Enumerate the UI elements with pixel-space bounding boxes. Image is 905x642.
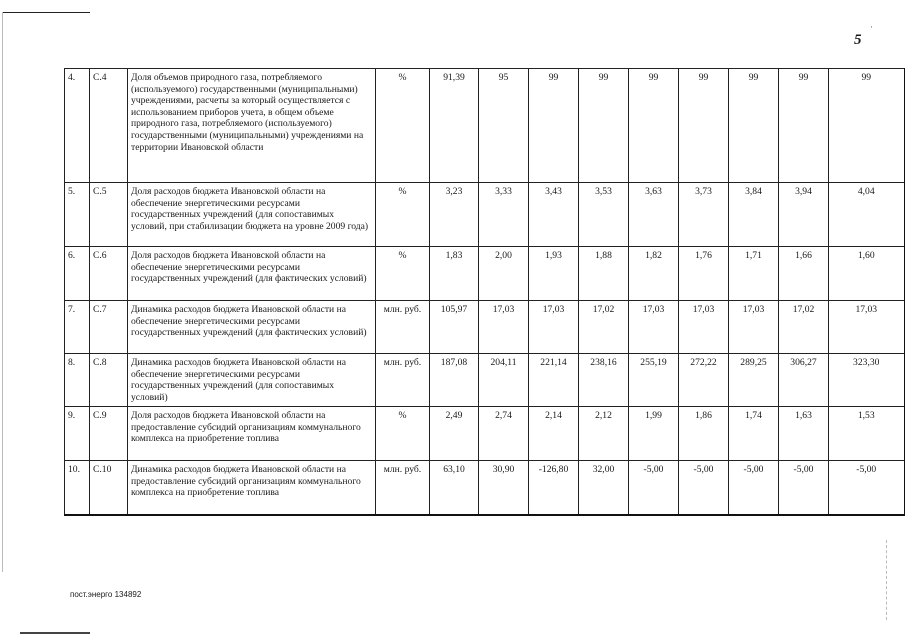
value-cell: 99	[779, 69, 829, 183]
value-cell: 306,27	[779, 354, 829, 407]
value-cell: 3,94	[779, 183, 829, 247]
value-cell: -5,00	[829, 461, 905, 515]
value-cell: 3,63	[629, 183, 679, 247]
value-cell: 255,19	[629, 354, 679, 407]
row-code: С.5	[90, 183, 128, 247]
value-cell: 99	[829, 69, 905, 183]
value-cell: 91,39	[430, 69, 479, 183]
row-code: С.10	[90, 461, 128, 515]
value-cell: 1,93	[529, 247, 579, 301]
value-cell: 1,86	[679, 407, 729, 461]
value-cell: 3,53	[579, 183, 629, 247]
value-cell: 1,63	[779, 407, 829, 461]
value-cell: 3,33	[479, 183, 529, 247]
value-cell: 3,73	[679, 183, 729, 247]
value-cell: 63,10	[430, 461, 479, 515]
value-cell: 1,66	[779, 247, 829, 301]
unit-cell: %	[376, 183, 430, 247]
value-cell: -5,00	[679, 461, 729, 515]
table-row	[65, 247, 905, 301]
indicator-name: Динамика расходов бюджета Ивановской области на обеспечение энергетическими ресурсами государственных учреждений (для сопоставимых условий)	[128, 354, 376, 407]
value-cell: 105,97	[430, 301, 479, 354]
indicator-name: Динамика расходов бюджета Ивановской области на предоставление субсидий организациям коммунального комплекса на приобретение топлива	[128, 461, 376, 515]
indicator-name: Доля объемов природного газа, потребляемого (используемого) государственными (муниципальными) учреждениями, расчеты за который осуществляется с использованием приборов учета, в общем объеме природного газа, потребляемого (используемого) государственными (муниципальными) учреждениями на территории Ивановской области	[128, 69, 376, 183]
value-cell: -126,80	[529, 461, 579, 515]
page-number: 5	[854, 32, 862, 48]
scan-speck: ·	[870, 22, 873, 32]
value-cell: 3,84	[729, 183, 779, 247]
scan-edge-line	[2, 12, 90, 13]
value-cell: 289,25	[729, 354, 779, 407]
value-cell: 17,02	[779, 301, 829, 354]
value-cell: 17,03	[829, 301, 905, 354]
value-cell: 1,99	[629, 407, 679, 461]
value-cell: 1,74	[729, 407, 779, 461]
value-cell: 17,03	[529, 301, 579, 354]
row-number: 9.	[65, 407, 90, 461]
value-cell: 99	[679, 69, 729, 183]
table-row	[65, 354, 905, 407]
value-cell: 238,16	[579, 354, 629, 407]
value-cell: 95	[479, 69, 529, 183]
value-cell: 17,03	[729, 301, 779, 354]
value-cell: 32,00	[579, 461, 629, 515]
unit-cell: млн. руб.	[376, 301, 430, 354]
value-cell: 1,60	[829, 247, 905, 301]
scan-edge-bottom	[20, 632, 90, 642]
value-cell: 1,83	[430, 247, 479, 301]
table-row	[65, 301, 905, 354]
row-number: 6.	[65, 247, 90, 301]
row-number: 7.	[65, 301, 90, 354]
indicators-table	[64, 68, 905, 516]
value-cell: 1,76	[679, 247, 729, 301]
value-cell: 2,49	[430, 407, 479, 461]
value-cell: 17,03	[679, 301, 729, 354]
value-cell: 1,88	[579, 247, 629, 301]
unit-cell: млн. руб.	[376, 461, 430, 515]
table-row	[65, 183, 905, 247]
indicator-name: Доля расходов бюджета Ивановской области на обеспечение энергетическими ресурсами государственных учреждений (для сопоставимых условий, при стабилизации бюджета на уровне 2009 года)	[128, 183, 376, 247]
value-cell: 323,30	[829, 354, 905, 407]
value-cell: 3,23	[430, 183, 479, 247]
value-cell: 30,90	[479, 461, 529, 515]
row-code: С.7	[90, 301, 128, 354]
value-cell: 204,11	[479, 354, 529, 407]
value-cell: 2,14	[529, 407, 579, 461]
value-cell: 99	[529, 69, 579, 183]
value-cell: 2,00	[479, 247, 529, 301]
value-cell: -5,00	[629, 461, 679, 515]
value-cell: -5,00	[729, 461, 779, 515]
indicator-name: Динамика расходов бюджета Ивановской области на обеспечение энергетическими ресурсами государственных учреждений (для фактических условий)	[128, 301, 376, 354]
value-cell: 17,03	[629, 301, 679, 354]
footer-doc-id: пост.энерго 134892	[70, 590, 142, 599]
value-cell: 221,14	[529, 354, 579, 407]
value-cell: -5,00	[779, 461, 829, 515]
row-number: 5.	[65, 183, 90, 247]
value-cell: 1,71	[729, 247, 779, 301]
unit-cell: %	[376, 247, 430, 301]
value-cell: 272,22	[679, 354, 729, 407]
row-number: 10.	[65, 461, 90, 515]
value-cell: 3,43	[529, 183, 579, 247]
indicator-name: Доля расходов бюджета Ивановской области на предоставление субсидий организациям коммунального комплекса на приобретение топлива	[128, 407, 376, 461]
row-number: 8.	[65, 354, 90, 407]
row-code: С.6	[90, 247, 128, 301]
indicator-name: Доля расходов бюджета Ивановской области на обеспечение энергетическими ресурсами государственных учреждений (для фактических условий)	[128, 247, 376, 301]
value-cell: 17,02	[579, 301, 629, 354]
value-cell: 4,04	[829, 183, 905, 247]
row-code: С.4	[90, 69, 128, 183]
table-row	[65, 407, 905, 461]
unit-cell: %	[376, 69, 430, 183]
row-number: 4.	[65, 69, 90, 183]
value-cell: 187,08	[430, 354, 479, 407]
unit-cell: млн. руб.	[376, 354, 430, 407]
scan-edge-left	[2, 12, 3, 572]
value-cell: 99	[729, 69, 779, 183]
value-cell: 2,74	[479, 407, 529, 461]
value-cell: 2,12	[579, 407, 629, 461]
value-cell: 99	[629, 69, 679, 183]
value-cell: 99	[579, 69, 629, 183]
unit-cell: %	[376, 407, 430, 461]
value-cell: 1,53	[829, 407, 905, 461]
row-code: С.9	[90, 407, 128, 461]
row-code: С.8	[90, 354, 128, 407]
scan-edge-right	[886, 540, 887, 620]
table-row	[65, 69, 905, 183]
value-cell: 17,03	[479, 301, 529, 354]
value-cell: 1,82	[629, 247, 679, 301]
table-row	[65, 461, 905, 515]
